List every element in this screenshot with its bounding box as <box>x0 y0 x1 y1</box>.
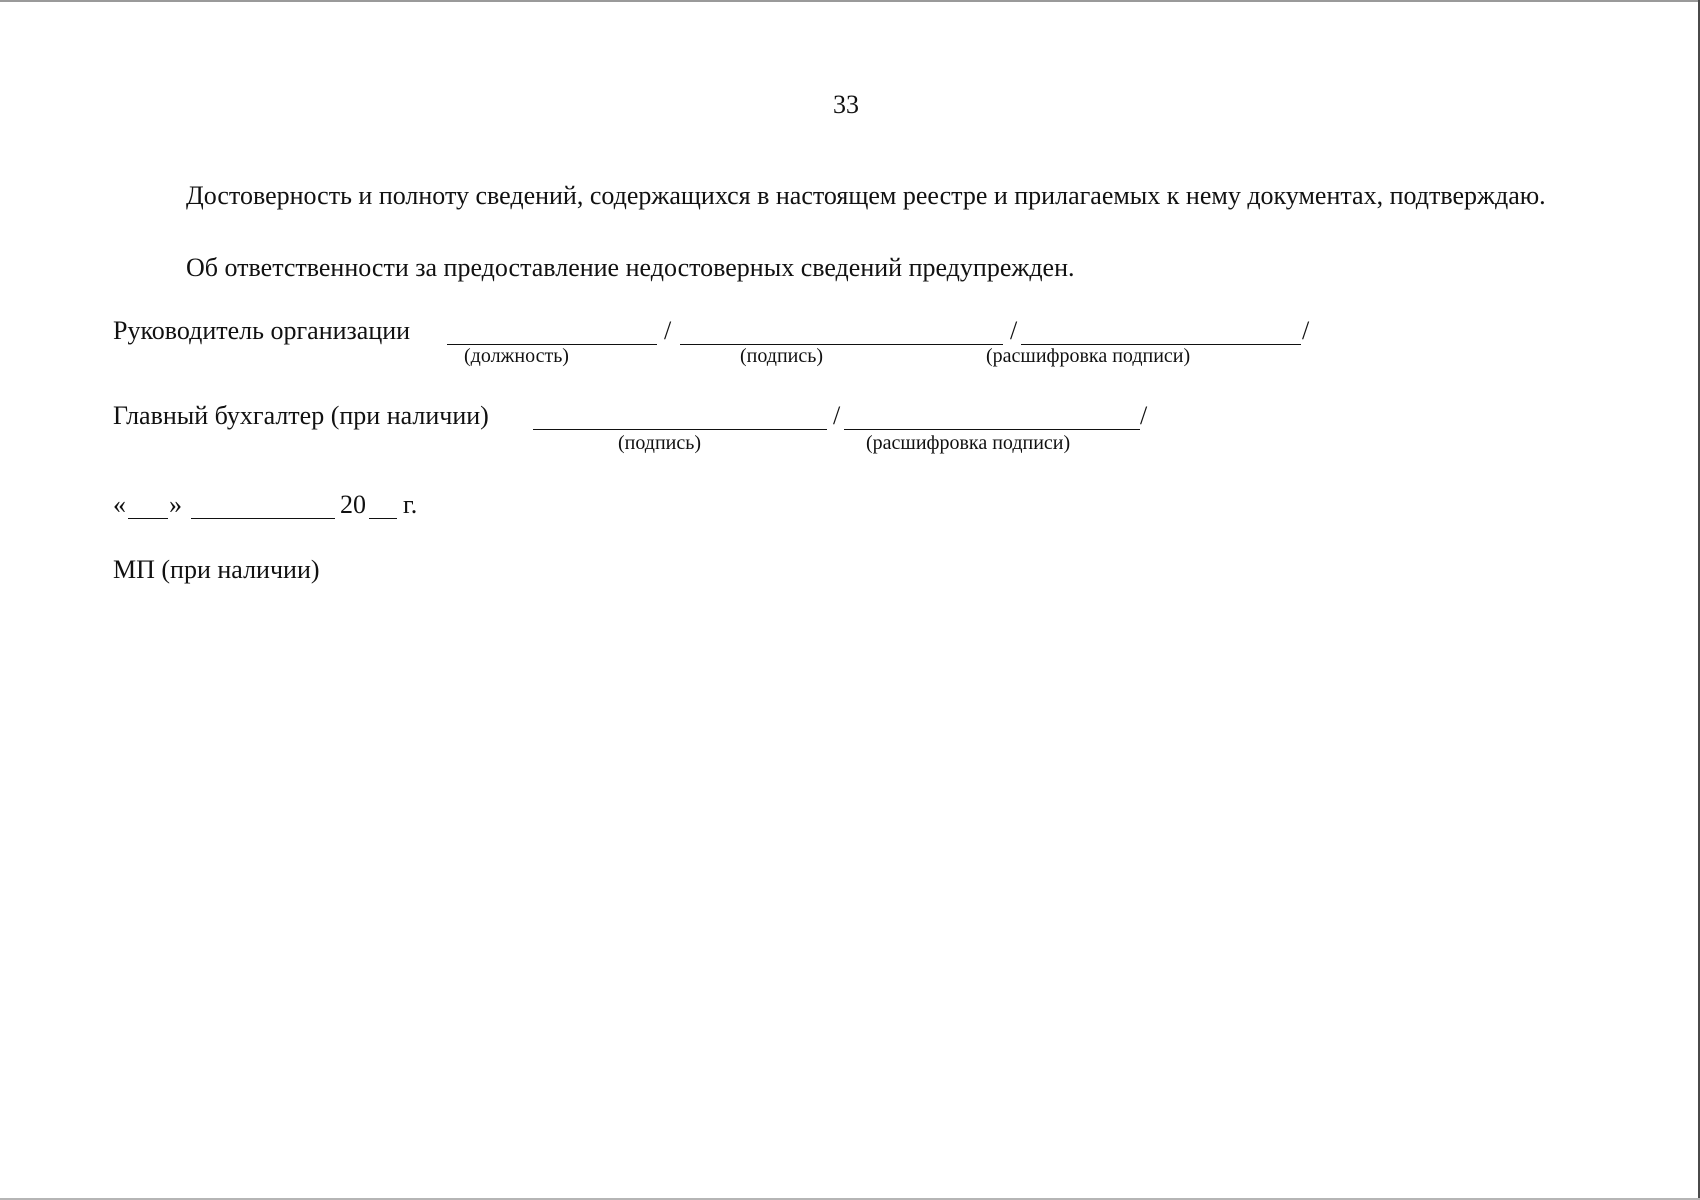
caption-transcript: (расшифровка подписи) <box>866 432 1071 454</box>
caption-transcript: (расшифровка подписи) <box>986 345 1191 367</box>
certification-paragraph: Достоверность и полноту сведений, содержащихся в настоящем реестре и прилагаемых к нему документах, подтверждаю. <box>186 181 1546 210</box>
accountant-signature-line[interactable] <box>533 429 827 430</box>
date-close-quote: » <box>169 490 182 519</box>
caption-signature: (подпись) <box>740 345 824 367</box>
page-number: 33 <box>833 90 859 119</box>
separator-slash: / <box>1140 401 1148 430</box>
caption-signature: (подпись) <box>618 432 702 454</box>
year-suffix: г. <box>403 490 418 519</box>
caption-position: (должность) <box>464 345 569 367</box>
accountant-transcript-line[interactable] <box>844 429 1140 430</box>
date-open-quote: « <box>113 490 126 519</box>
day-blank[interactable] <box>128 518 168 519</box>
separator-slash: / <box>1010 316 1018 345</box>
responsibility-paragraph: Об ответственности за предоставление недостоверных сведений предупрежден. <box>186 253 1075 282</box>
separator-slash: / <box>1302 316 1310 345</box>
year-prefix: 20 <box>340 490 366 519</box>
separator-slash: / <box>664 316 672 345</box>
year-blank[interactable] <box>369 518 397 519</box>
scan-edge-top <box>0 0 1700 2</box>
director-label: Руководитель организации <box>113 316 411 345</box>
seal-label: МП (при наличии) <box>113 555 320 584</box>
month-blank[interactable] <box>191 518 335 519</box>
accountant-label: Главный бухгалтер (при наличии) <box>113 401 489 430</box>
separator-slash: / <box>833 401 841 430</box>
director-signature-line[interactable] <box>680 344 1003 345</box>
